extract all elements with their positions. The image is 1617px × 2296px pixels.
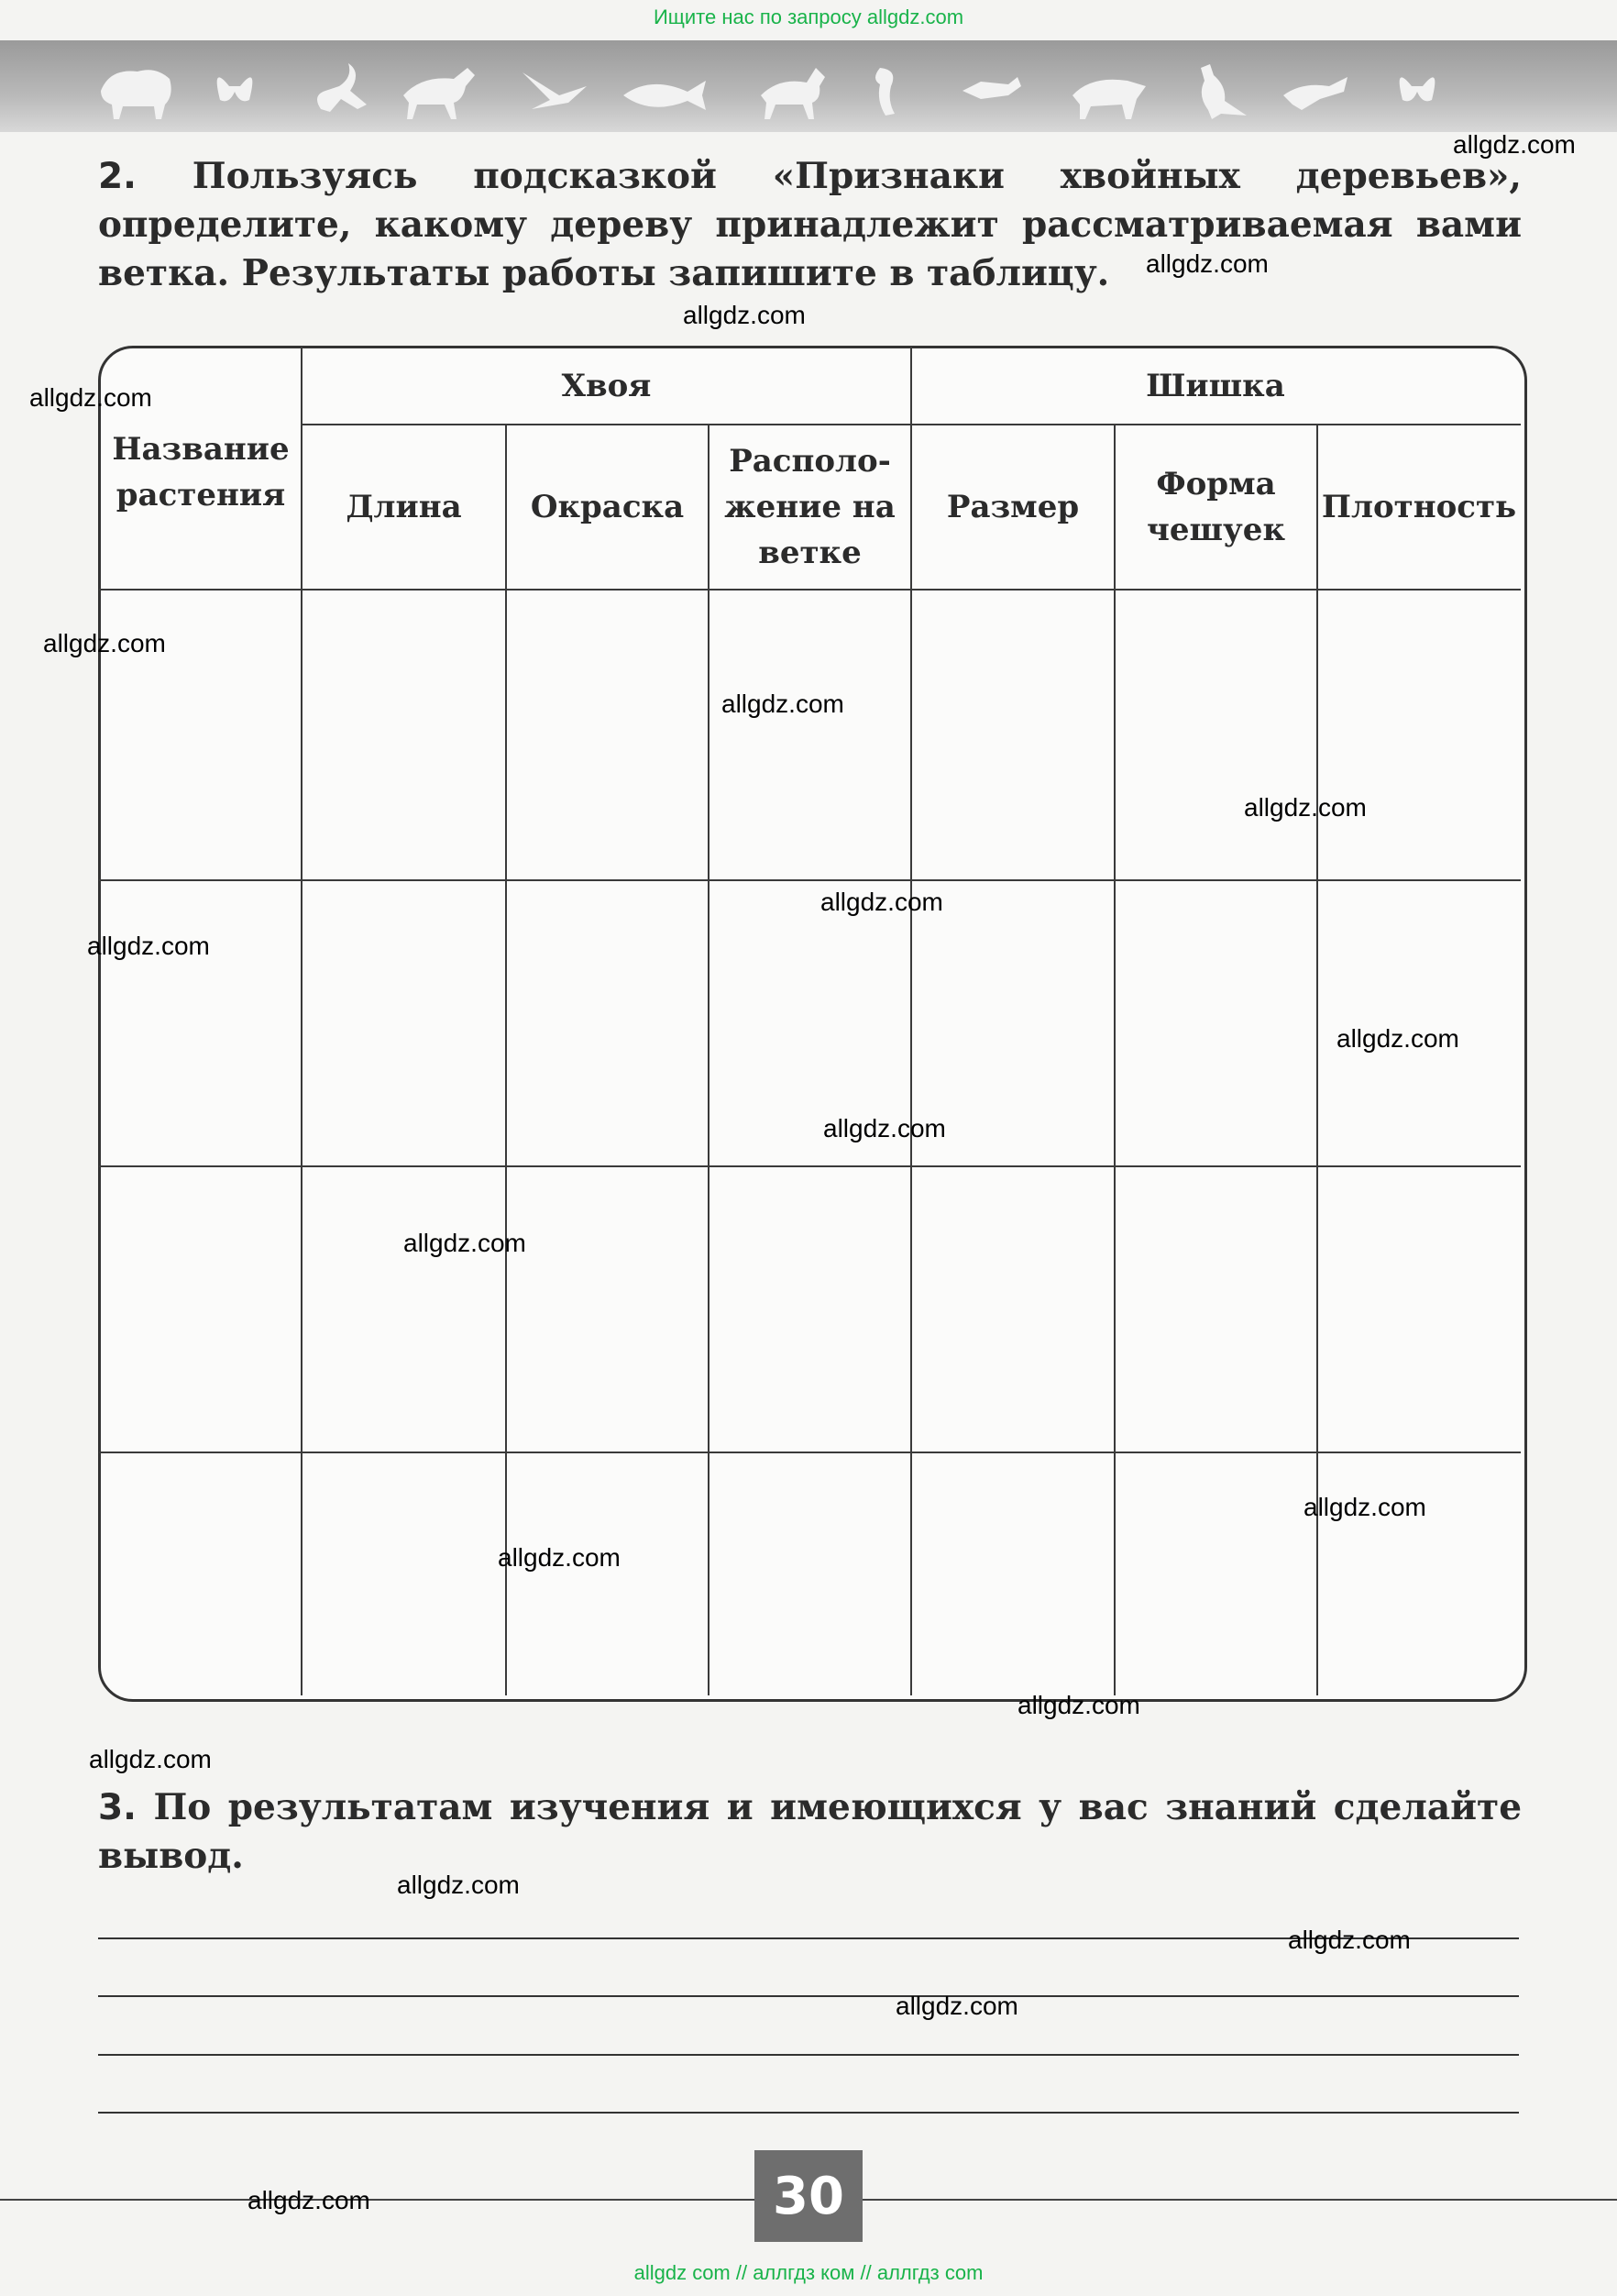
header-scale-shape: Форма чешуек [1146,466,1285,548]
watermark: allgdz.com [823,1114,946,1142]
footer-links[interactable]: allgdz com // аллгдз ком // аллгдз com [633,2261,984,2284]
watermark: allgdz.com [403,1229,526,1257]
moose-icon [761,68,825,119]
fish-icon [623,81,706,110]
kangaroo-icon [1201,64,1247,119]
bird-icon [522,72,587,109]
watermark: allgdz.com [1244,793,1367,822]
watermark: allgdz.com [1304,1493,1426,1521]
animal-silhouettes [101,59,1531,123]
watermark: allgdz.com [1146,249,1269,278]
watermark: allgdz.com [89,1745,212,1773]
scorpion-icon [317,63,367,112]
watermark: allgdz.com [397,1871,520,1899]
task-3-text: По результатам изучения и имеющихся у вас знаний сделайте вывод. [98,1786,1523,1877]
watermark: allgdz.com [1288,1926,1411,1954]
seahorse-icon [875,68,895,116]
watermark: allgdz.com [1018,1691,1140,1719]
watermark: allgdz.com [29,383,152,412]
top-note[interactable]: Ищите нас по запросу allgdz.com [653,6,964,28]
watermark: allgdz.com [87,932,210,960]
table-row[interactable] [101,1168,1519,1451]
header-arrangement: Располо-жение на ветке [724,443,896,571]
header-size: Размер [946,489,1080,525]
butterfly-icon [217,77,253,101]
watermark: allgdz.com [683,301,806,329]
watermark: allgdz.com [896,1992,1018,2020]
answer-line[interactable] [98,2054,1519,2056]
answer-line[interactable] [98,2112,1519,2114]
watermark: allgdz.com [1453,130,1576,159]
page-number: 30 [754,2150,863,2242]
watermark: allgdz.com [248,2186,370,2214]
watermark: allgdz.com [498,1543,621,1572]
insect-icon [962,77,1021,99]
task-3 [98,1783,1522,1881]
header-color: Окраска [530,489,685,525]
header-needle-group: Хвоя [561,368,652,404]
lizard-icon [1283,77,1348,110]
watermark: allgdz.com [820,888,943,916]
header-density: Плотность [1321,489,1517,525]
table-row[interactable] [101,882,1519,1165]
task-2 [98,152,1522,298]
header-cone-group: Шишка [1146,368,1285,404]
header-plant-name: Название растения [112,431,290,513]
header-length: Длина [346,489,462,525]
answer-line[interactable] [98,1995,1519,1997]
watermark: allgdz.com [43,629,166,657]
watermark: allgdz.com [721,690,844,718]
moth-icon [1400,77,1436,101]
bison-icon [101,70,171,119]
task-2-text: Пользуясь подсказкой «Признаки хвойных деревьев», определите, какому дереву принадлежит рассматриваемая вами ветка. Результаты работы запишите в таблицу. [98,155,1523,294]
task-3-number: 3. [98,1787,137,1828]
table-row[interactable] [101,591,1519,878]
table-row[interactable] [101,1454,1519,1693]
task-2-number: 2. [98,156,137,197]
watermark: allgdz.com [1336,1024,1459,1053]
horse-icon [403,68,475,119]
boar-icon [1072,80,1146,119]
